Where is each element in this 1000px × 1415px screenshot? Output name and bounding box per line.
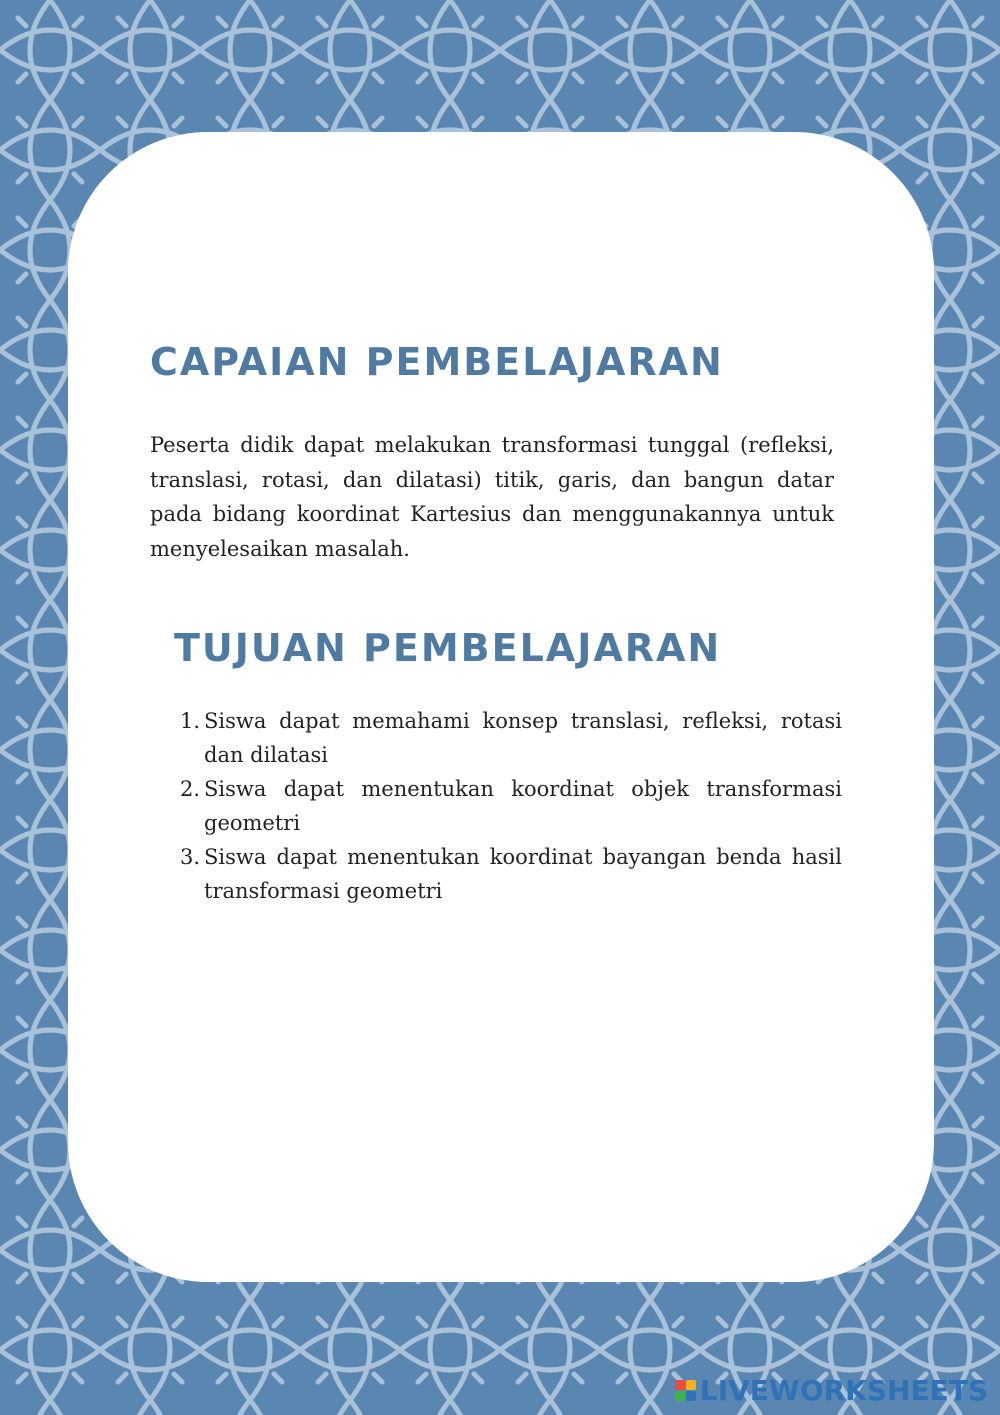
list-item-text: Siswa dapat memahami konsep translasi, refleksi, rotasi dan dilatasi [204, 709, 842, 767]
liveworksheets-logo[interactable] [675, 1374, 988, 1407]
capaian-paragraph: Peserta didik dapat melakukan transformasi tunggal (refleksi, translasi, rotasi, dan dilatasi) titik, garis, dan bangun datar pada bidang koordinat Kartesius dan menggunakannya untuk menyelesaikan masalah. [150, 433, 834, 561]
list-item [180, 840, 842, 908]
list-item-number: 1. [180, 709, 201, 733]
liveworksheets-logo-icon [675, 1380, 696, 1401]
list-item-text: Siswa dapat menentukan koordinat objek transformasi geometri [204, 777, 842, 835]
objectives-list [180, 704, 842, 908]
tujuan-heading: TUJUAN PEMBELAJARAN [174, 626, 722, 670]
list-item-number: 2. [180, 777, 201, 801]
liveworksheets-logo-text: LIVEWORKSHEETS [699, 1374, 988, 1407]
capaian-heading: CAPAIAN PEMBELAJARAN [150, 340, 724, 384]
list-item-number: 3. [180, 845, 201, 869]
list-item-text: Siswa dapat menentukan koordinat bayangan benda hasil transformasi geometri [204, 845, 842, 903]
list-item [180, 704, 842, 772]
list-item [180, 772, 842, 840]
